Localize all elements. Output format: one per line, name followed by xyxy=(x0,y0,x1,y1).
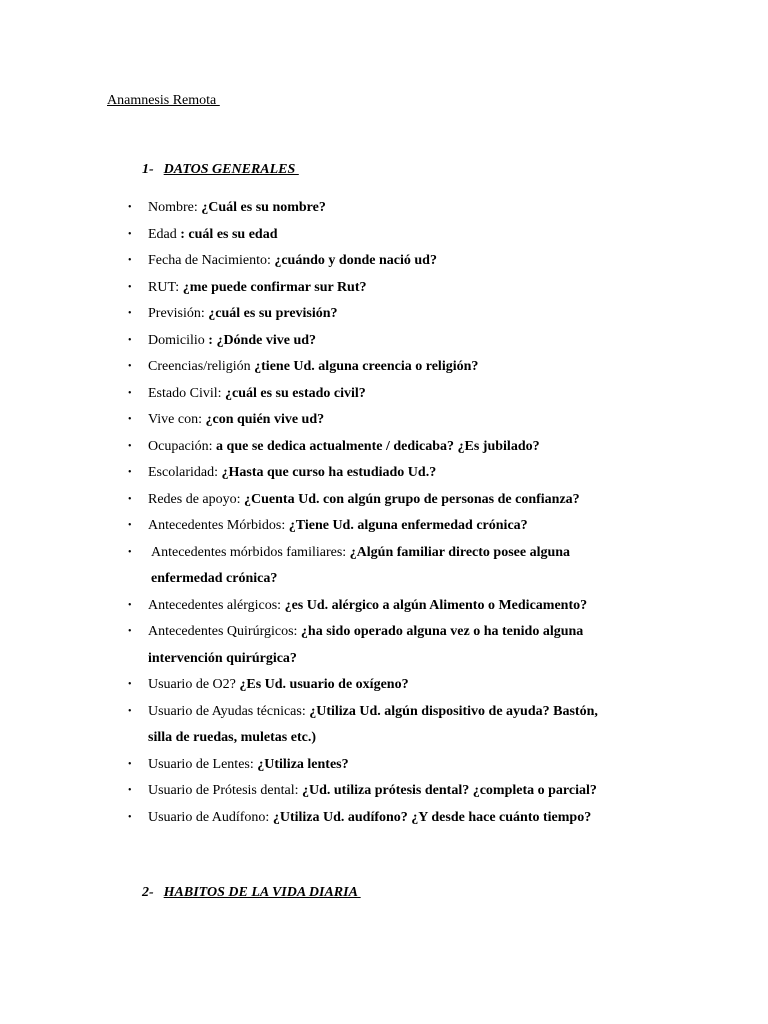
section-heading-datos-generales xyxy=(128,146,299,194)
item-question: ¿cuál es su previsión? xyxy=(208,306,338,321)
bullet-icon: • xyxy=(128,626,132,637)
list-item xyxy=(128,275,648,302)
item-label: Antecedentes alérgicos: xyxy=(148,597,282,613)
item-line xyxy=(128,301,648,328)
item-line xyxy=(128,805,648,832)
list-item xyxy=(128,672,648,699)
list-item xyxy=(128,328,648,355)
bullet-icon: • xyxy=(128,520,132,531)
bullet-icon: • xyxy=(128,281,132,293)
section-number: 1- xyxy=(142,162,154,177)
item-line-continuation xyxy=(128,646,648,673)
item-label: Estado Civil: xyxy=(148,385,222,401)
bullet-icon: • xyxy=(128,308,132,319)
bullet-icon: • xyxy=(128,255,132,266)
item-question: ¿tiene Ud. alguna creencia o religión? xyxy=(254,359,479,374)
bullet-icon: • xyxy=(128,493,132,505)
item-line xyxy=(128,328,648,355)
item-question: ¿cuál es su estado civil? xyxy=(225,385,366,401)
item-label: Antecedentes Mórbidos: xyxy=(148,518,286,533)
item-label: RUT: xyxy=(148,279,180,295)
item-question: ¿Algún familiar directo posee alguna xyxy=(349,544,571,560)
item-label: Creencias/religión xyxy=(148,359,251,374)
item-line xyxy=(128,434,648,461)
bullet-icon: • xyxy=(128,546,132,558)
item-line xyxy=(128,195,648,222)
item-label: Usuario de Lentes: xyxy=(148,756,254,772)
section-heading-text: DATOS GENERALES xyxy=(163,162,299,177)
item-label: Usuario de O2? xyxy=(148,677,236,692)
list-item xyxy=(128,593,648,620)
item-question: : ¿Dónde vive ud? xyxy=(208,332,317,348)
list-item xyxy=(128,222,648,249)
section-number: 2- xyxy=(142,885,154,900)
bullet-icon: • xyxy=(128,202,132,213)
list-item xyxy=(128,540,648,593)
item-line xyxy=(128,513,648,540)
item-question-continuation: intervención quirúrgica? xyxy=(148,650,297,666)
item-line-continuation xyxy=(128,725,648,752)
list-item xyxy=(128,301,648,328)
item-question: ¿cuándo y donde nació ud? xyxy=(274,253,437,268)
item-line xyxy=(128,672,648,699)
bullet-icon: • xyxy=(128,758,132,770)
item-question: ¿Cuenta Ud. con algún grupo de personas de confianza? xyxy=(244,491,580,507)
list-item xyxy=(128,699,648,752)
bullet-icon: • xyxy=(128,785,132,796)
list-item xyxy=(128,195,648,222)
bullet-icon: • xyxy=(128,414,132,425)
document-title: Anamnesis Remota xyxy=(107,93,220,108)
list-item xyxy=(128,778,648,805)
item-question: ¿es Ud. alérgico a algún Alimento o Medicamento? xyxy=(284,597,588,613)
list-item xyxy=(128,487,648,514)
bullet-icon: • xyxy=(128,361,132,372)
item-line xyxy=(128,460,648,487)
item-line xyxy=(128,222,648,249)
item-question-continuation: enfermedad crónica? xyxy=(151,571,278,586)
item-line xyxy=(128,487,648,514)
item-question: ¿Ud. utiliza prótesis dental? ¿completa o parcial? xyxy=(301,783,597,798)
item-line xyxy=(128,381,648,408)
item-line-continuation xyxy=(128,566,648,593)
list-item xyxy=(128,407,648,434)
item-line xyxy=(128,778,648,805)
item-label: Vive con: xyxy=(148,412,202,427)
item-line xyxy=(128,354,648,381)
item-question: ¿con quién vive ud? xyxy=(205,412,325,427)
bullet-icon: • xyxy=(128,679,132,690)
item-line xyxy=(128,619,648,646)
item-label: Edad xyxy=(148,226,177,242)
item-line xyxy=(128,699,648,726)
item-line xyxy=(128,752,648,779)
bullet-icon: • xyxy=(128,467,132,478)
item-question: : cuál es su edad xyxy=(180,226,278,242)
item-label: Escolaridad: xyxy=(148,465,218,480)
list-item xyxy=(128,805,648,832)
list-item xyxy=(128,619,648,672)
item-question: ¿Hasta que curso ha estudiado Ud.? xyxy=(221,465,437,480)
item-label: Usuario de Ayudas técnicas: xyxy=(148,703,306,719)
item-line xyxy=(128,593,648,620)
list-item xyxy=(128,752,648,779)
item-line xyxy=(128,540,648,567)
item-question: ¿Utiliza Ud. audífono? ¿Y desde hace cuánto tiempo? xyxy=(272,809,592,825)
item-label: Nombre: xyxy=(148,200,198,215)
item-label: Usuario de Prótesis dental: xyxy=(148,783,299,798)
item-label: Redes de apoyo: xyxy=(148,491,241,507)
item-question: a que se dedica actualmente / dedicaba? ¿Es jubilado? xyxy=(216,438,540,454)
item-label: Usuario de Audífono: xyxy=(148,809,270,825)
item-question: ¿Tiene Ud. alguna enfermedad crónica? xyxy=(288,518,528,533)
list-item xyxy=(128,354,648,381)
section-heading-text: HABITOS DE LA VIDA DIARIA xyxy=(163,885,361,900)
item-question: ¿Cuál es su nombre? xyxy=(201,200,326,215)
item-question: ¿Utiliza Ud. algún dispositivo de ayuda? Bastón, xyxy=(309,703,598,719)
item-question-continuation: silla de ruedas, muletas etc.) xyxy=(148,730,316,745)
item-label: Previsión: xyxy=(148,306,205,321)
bullet-icon: • xyxy=(128,440,132,452)
item-line xyxy=(128,275,648,302)
bullet-icon: • xyxy=(128,387,132,399)
item-label: Domicilio xyxy=(148,332,205,348)
item-label: Ocupación: xyxy=(148,438,213,454)
list-item xyxy=(128,513,648,540)
bullet-icon: • xyxy=(128,811,132,823)
item-label: Antecedentes mórbidos familiares: xyxy=(151,544,347,560)
item-line xyxy=(128,248,648,275)
bullet-icon: • xyxy=(128,228,132,240)
item-question: ¿ha sido operado alguna vez o ha tenido alguna xyxy=(300,624,584,639)
item-question: ¿Utiliza lentes? xyxy=(257,756,349,772)
bullet-icon: • xyxy=(128,334,132,346)
item-label: Fecha de Nacimiento: xyxy=(148,253,271,268)
list-item xyxy=(128,434,648,461)
list-item xyxy=(128,248,648,275)
list-item xyxy=(128,381,648,408)
item-label: Antecedentes Quirúrgicos: xyxy=(148,624,298,639)
bullet-icon: • xyxy=(128,599,132,611)
bullet-icon: • xyxy=(128,705,132,717)
item-line xyxy=(128,407,648,434)
list-item xyxy=(128,460,648,487)
item-question: ¿Es Ud. usuario de oxígeno? xyxy=(239,677,409,692)
section-heading-habitos xyxy=(128,869,361,917)
item-question: ¿me puede confirmar sur Rut? xyxy=(182,279,367,295)
